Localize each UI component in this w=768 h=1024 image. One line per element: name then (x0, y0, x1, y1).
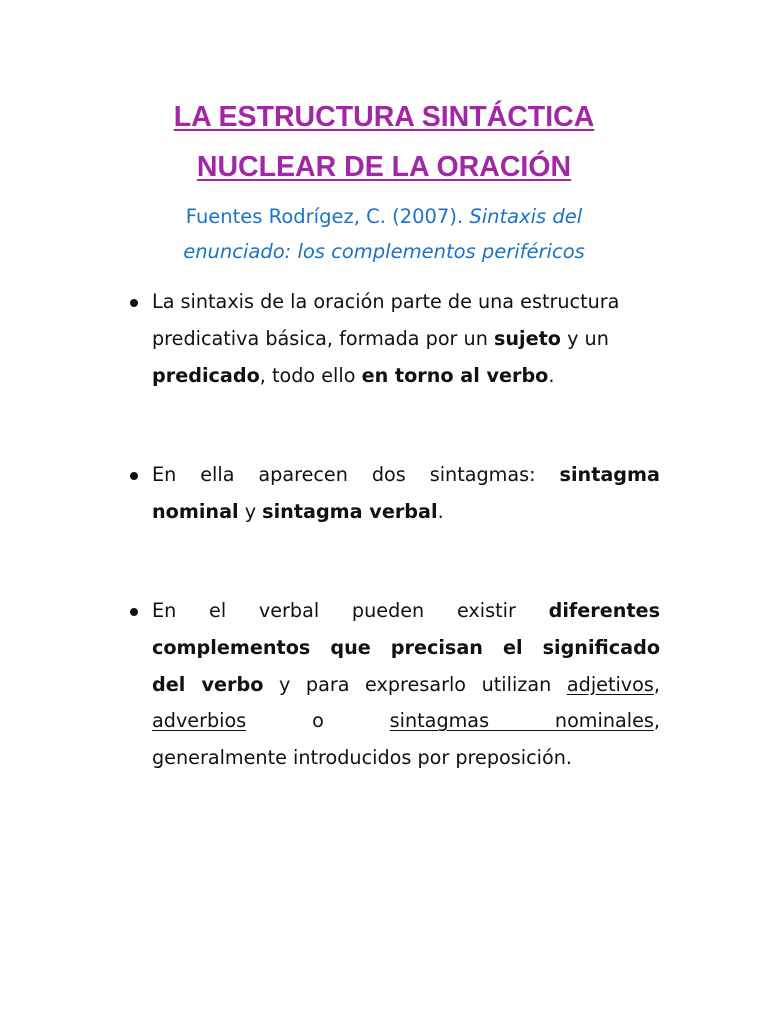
text-run: En el verbal pueden existir (152, 599, 549, 622)
bold-text: del verbo (152, 672, 264, 696)
bullet-line (152, 667, 660, 704)
text-run: y un (561, 326, 609, 350)
text-run: y (238, 499, 263, 523)
bullet-line (152, 358, 660, 395)
citation-title-part-2: enunciado: los complementos periféricos (183, 240, 585, 263)
bullet-line (152, 703, 660, 740)
bold-text: sintagma (559, 463, 660, 486)
bullet-item-3 (152, 593, 660, 777)
bullet-item-1 (152, 284, 660, 394)
citation (0, 199, 768, 269)
citation-line-1 (0, 199, 768, 234)
text-run: En ella aparecen dos sintagmas: (152, 463, 560, 486)
text-run: . (437, 499, 444, 523)
bullet-text (152, 593, 660, 777)
text-run: , todo ello (259, 363, 362, 387)
bullet-line (152, 494, 660, 531)
text-run: predicativa básica, formada por un (152, 326, 494, 350)
bullet-line (152, 630, 660, 667)
bullet-dot-icon (130, 608, 138, 616)
title-line-2: NUCLEAR DE LA ORACIÓN (196, 151, 572, 183)
bullet-line (152, 321, 660, 358)
bold-text: sintagma verbal (262, 499, 438, 523)
text-run: generalmente introducidos por preposición. (152, 746, 572, 770)
bullet-item-2 (152, 457, 660, 531)
title-line-1: LA ESTRUCTURA SINTÁCTICA (173, 101, 595, 133)
bold-text: complementos que precisan el significado (152, 635, 660, 659)
text-run: o (246, 709, 390, 733)
bullet-line (152, 593, 660, 630)
underlined-text: adjetivos (566, 672, 654, 696)
citation-line-2 (0, 234, 768, 269)
bold-text: en torno al verbo (361, 363, 549, 387)
bold-text: sujeto (493, 326, 561, 350)
text-run: , (653, 672, 661, 696)
citation-author: Fuentes Rodrígez, C. (2007). (185, 205, 470, 228)
underlined-text: sintagmas nominales (389, 709, 654, 733)
bullet-dot-icon (130, 299, 138, 307)
bullet-text (152, 457, 660, 531)
citation-title-part-1: Sintaxis del (469, 205, 583, 228)
bold-text: predicado (152, 363, 260, 387)
bullet-dot-icon (130, 472, 138, 480)
bullet-text (152, 284, 660, 394)
bullet-line (152, 284, 660, 321)
bullet-line (152, 740, 660, 777)
bold-text: nominal (152, 499, 239, 523)
text-run: La sintaxis de la oración parte de una estructura (152, 290, 620, 313)
text-run: , (653, 709, 660, 733)
text-run: y para expresarlo utilizan (263, 672, 567, 696)
text-run: . (548, 363, 555, 387)
underlined-text: adverbios (152, 709, 247, 733)
document-title (0, 92, 768, 192)
bold-text: diferentes (548, 599, 660, 622)
bullet-line (152, 457, 660, 494)
